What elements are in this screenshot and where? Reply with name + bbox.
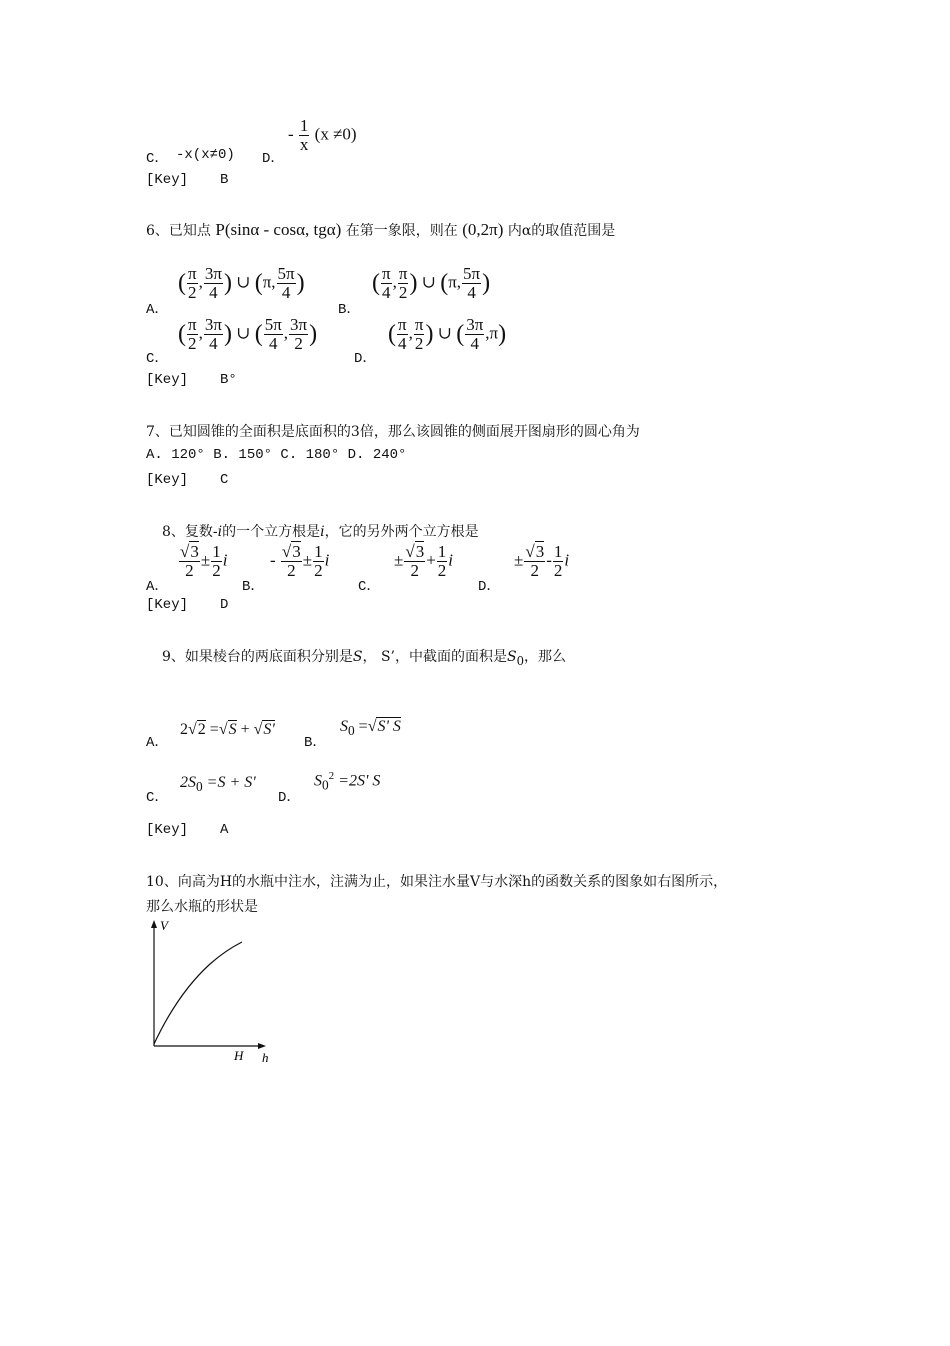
q6-option-c-formula: ( $\frac{\pi}{2}$ , $\frac{3\pi}{4}$ ) ∪ ( $\frac{5\pi}{4}$ , $\frac{3\pi}{2}$ ): [178, 315, 318, 353]
numerator: 3π: [466, 315, 484, 334]
fraction: [524, 543, 545, 580]
denominator: 2: [530, 560, 540, 580]
q6-middle: 在第一象限，则在: [345, 223, 458, 239]
i: i: [222, 550, 228, 570]
denominator: 4: [382, 282, 391, 302]
radicand: 3: [292, 542, 301, 561]
numerator: 5π: [463, 264, 481, 283]
denominator: 4: [268, 333, 278, 353]
q8-option-d-formula: [514, 543, 569, 580]
denominator: 2: [185, 560, 194, 580]
numerator: π: [188, 315, 197, 334]
denominator: 2: [437, 560, 447, 580]
denominator: 2: [287, 560, 296, 580]
q8-text: ，它的另外两个立方根是: [324, 524, 479, 540]
s: S: [352, 649, 363, 665]
equals: =: [354, 718, 368, 735]
q7-options: A. 120° B. 150° C. 180° D. 240°: [146, 447, 407, 463]
denominator: 4: [470, 333, 479, 353]
radicand: S': [263, 721, 275, 738]
pi: π: [448, 272, 457, 292]
numerator: 1: [212, 542, 221, 561]
plus-sign: +: [426, 550, 436, 570]
numerator: 1: [299, 116, 309, 135]
denominator: 4: [209, 333, 218, 353]
subscript: 0: [196, 779, 203, 795]
q9-question: [162, 646, 566, 668]
fraction: [204, 265, 223, 302]
denominator: 2: [188, 282, 197, 302]
q9-option-a-formula: 2√2 =√S + √S': [180, 721, 275, 738]
q5-key-value: B: [220, 172, 229, 188]
numerator: π: [414, 315, 424, 334]
lhs: 2S: [180, 774, 196, 791]
axis-label-v: V: [160, 918, 168, 933]
denominator: 2: [410, 560, 420, 580]
union-sign: ∪: [236, 272, 251, 292]
q5-option-c-text: -x(x≠0): [176, 147, 235, 163]
q6-option-d-label: D．: [354, 351, 377, 367]
x-axis-arrow: [258, 1043, 266, 1049]
q6-point: [215, 220, 341, 239]
plus-minus: ±: [302, 550, 313, 570]
fraction: [211, 543, 222, 580]
q9-text: 9、如果棱台的两底面积分别是: [162, 649, 353, 665]
tg: , tg: [305, 220, 327, 239]
fraction: [553, 543, 564, 580]
denominator: 2: [398, 282, 408, 302]
fraction: [289, 316, 308, 353]
numerator: π: [398, 315, 407, 334]
q8-option-d-label: D．: [478, 579, 501, 595]
q9-option-b-label: B．: [304, 735, 327, 751]
fraction: [404, 543, 425, 580]
fraction: [462, 265, 481, 302]
q10-question-line1: 10、向高为H的水瓶中注水，注满为止，如果注水量V与水深h的函数关系的图象如右图所示，: [146, 874, 728, 890]
fraction: [179, 543, 200, 580]
q6-option-a-formula: ( $\frac{\pi}{2}$ , $\frac{3\pi}{4}$ ) ∪ (π, $\frac{5\pi}{4}$ ): [178, 264, 305, 302]
q8-option-c-label: C．: [358, 579, 381, 595]
axis-label-h: h: [262, 1050, 269, 1065]
i: i: [448, 550, 454, 570]
q6-suffix: 内α的取值范围是: [507, 223, 616, 239]
q9-option-b-formula: $S_0 =√S'$ S: [340, 718, 401, 739]
numerator: 3π: [204, 264, 222, 283]
fraction: [381, 265, 392, 302]
superscript: 2: [328, 770, 335, 782]
denominator: 2: [553, 560, 563, 580]
radicand: 2: [197, 721, 206, 738]
numerator: √3: [525, 542, 545, 561]
radicand: S' S: [377, 718, 401, 735]
numerator: π: [398, 264, 408, 283]
denominator: 4: [398, 333, 407, 353]
q6-prefix: 6、已知点: [146, 223, 211, 239]
q9-text: ，那么: [524, 649, 567, 665]
fraction: [397, 316, 408, 353]
numerator: √3: [405, 542, 425, 561]
fraction: [187, 316, 198, 353]
numerator: π: [188, 264, 197, 283]
fraction: [299, 117, 310, 154]
subscript: 0: [348, 723, 355, 739]
volume-curve: [154, 942, 242, 1044]
denominator: 2: [314, 560, 323, 580]
q9-option-c-formula: [180, 774, 256, 795]
q8-option-b-formula: [270, 543, 329, 580]
q10-graph: [140, 918, 280, 1070]
q6-interval: (0,2π): [462, 220, 504, 239]
minus-sign: -: [270, 550, 276, 570]
denominator: 2: [414, 333, 424, 353]
numerator: π: [382, 264, 391, 283]
radicand: 3: [415, 542, 425, 561]
minus-sign: -: [546, 550, 552, 570]
minus-sign: -: [288, 124, 294, 144]
union-sign: ∪: [437, 323, 452, 343]
alpha: α: [250, 220, 260, 239]
numerator: 5π: [277, 264, 295, 283]
fraction: [398, 265, 409, 302]
q5-option-c-label: C．: [146, 151, 169, 167]
numerator: 3π: [204, 315, 222, 334]
y-axis-arrow: [151, 920, 157, 928]
q8-option-b-label: B．: [242, 579, 265, 595]
s: S: [314, 772, 322, 790]
q8-option-c-formula: [394, 543, 453, 580]
fraction: [264, 316, 283, 353]
rhs: =S + S': [202, 774, 256, 791]
q7-key-label: [Key]: [146, 472, 189, 488]
q8-option-a-formula: [178, 543, 227, 580]
condition: (x ≠0): [314, 124, 357, 144]
fraction: [437, 543, 448, 580]
i: i: [320, 524, 325, 540]
fraction: [465, 316, 484, 353]
denominator: 2: [212, 560, 221, 580]
q5-key-label: [Key]: [146, 172, 189, 188]
numerator: 5π: [264, 315, 282, 334]
neg-i: -i: [212, 524, 223, 540]
alpha: α: [296, 220, 306, 239]
q7-question: 7、已知圆锥的全面积是底面积的3倍，那么该圆锥的侧面展开图扇形的圆心角为: [146, 424, 640, 440]
point-p: P(sin: [215, 220, 251, 239]
q5-option-d-formula: [288, 117, 357, 154]
union-sign: ∪: [236, 323, 251, 343]
q8-key-label: [Key]: [146, 597, 189, 613]
denominator: 2: [294, 333, 303, 353]
fraction: [281, 543, 302, 580]
plus-sign: +: [236, 721, 254, 738]
alpha: α): [326, 220, 342, 239]
numerator: 1: [314, 542, 323, 561]
coefficient: 2: [180, 721, 188, 738]
q6-option-b-label: B．: [338, 302, 361, 318]
fraction: [414, 316, 425, 353]
q6-question: [146, 220, 615, 240]
i: i: [564, 550, 570, 570]
minus-cos: - cos: [259, 220, 297, 239]
numerator: √3: [281, 542, 301, 561]
i: i: [324, 550, 330, 570]
pi: π: [262, 272, 272, 292]
subscript: 0: [322, 777, 329, 793]
s0: S: [507, 649, 517, 665]
denominator: 4: [467, 282, 476, 302]
q8-text: 的一个立方根是: [222, 524, 321, 540]
q6-option-d-formula: ( $\frac{\pi}{4}$ , $\frac{\pi}{2}$ ) ∪ ( $\frac{3\pi}{4}$ ,π): [388, 315, 507, 353]
q6-key-value: B°: [220, 372, 237, 388]
numerator: 1: [437, 542, 447, 561]
fraction: [187, 265, 198, 302]
q8-question: [162, 521, 479, 541]
q6-option-b-formula: ( $\frac{\pi}{4}$ , $\frac{\pi}{2}$ ) ∪ (π, $\frac{5\pi}{4}$ ): [372, 264, 491, 302]
q7-key-value: C: [220, 472, 229, 488]
q9-option-a-label: A．: [146, 735, 169, 751]
q6-option-a-label: A．: [146, 302, 169, 318]
denominator: 2: [188, 333, 197, 353]
axis-label-H: H: [234, 1048, 244, 1063]
plus-minus: ±: [514, 550, 524, 570]
radicand: 3: [535, 542, 545, 561]
radicand: S: [228, 721, 237, 738]
numerator: √3: [180, 542, 199, 561]
pi: π: [489, 323, 499, 343]
q9-key-value: A: [220, 822, 229, 838]
fraction: [204, 316, 223, 353]
s: S: [340, 718, 348, 735]
numerator: 3π: [290, 315, 308, 334]
denominator: 4: [281, 282, 291, 302]
q6-option-c-label: C．: [146, 351, 169, 367]
q9-option-d-formula: [314, 770, 380, 794]
q8-text: 8、复数: [162, 524, 213, 540]
q8-option-a-label: A．: [146, 579, 169, 595]
plus-minus: ±: [394, 550, 404, 570]
fraction: [277, 265, 296, 302]
rhs: =2S' S: [334, 772, 381, 790]
union-sign: ∪: [421, 272, 436, 292]
q10-question-line2: 那么水瓶的形状是: [146, 899, 258, 915]
plus-minus: ±: [200, 550, 211, 570]
equals: =: [205, 721, 219, 738]
numerator: 1: [553, 542, 563, 561]
radicand: 3: [190, 542, 199, 561]
q9-option-d-label: D．: [278, 790, 301, 806]
q9-option-c-label: C．: [146, 790, 169, 806]
fraction: [313, 543, 324, 580]
q9-text: ， S’，中截面的面积是: [362, 649, 508, 665]
q9-key-label: [Key]: [146, 822, 189, 838]
subscript: 0: [516, 653, 525, 668]
denominator: x: [299, 134, 309, 154]
denominator: 4: [209, 282, 218, 302]
q8-key-value: D: [220, 597, 229, 613]
q5-option-d-label: D．: [262, 151, 285, 167]
q6-key-label: [Key]: [146, 372, 189, 388]
